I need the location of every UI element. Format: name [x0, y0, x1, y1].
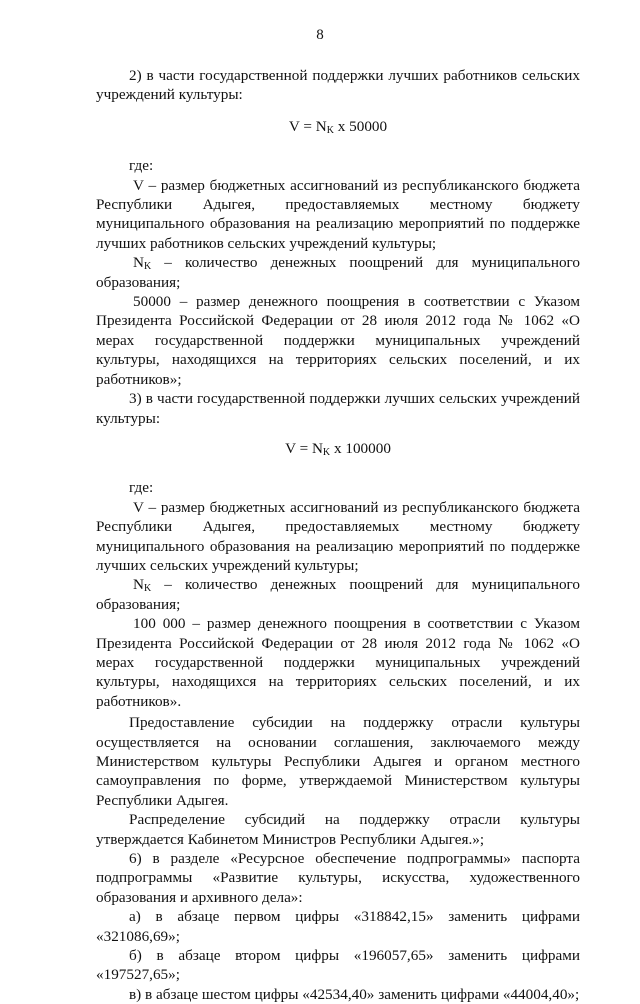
item3-nk-label: N [133, 576, 144, 594]
item3-intro: 3) в части государственной поддержки лучших сельских учреждений культуры: [96, 390, 580, 427]
document-body [96, 66, 580, 1004]
formula-item2 [96, 117, 580, 136]
page-number: 8 [316, 27, 324, 43]
formula-item3-v: V = N [285, 439, 323, 457]
item2-amount-definition: 50000 – размер денежного поощрения в соответствии с Указом Президента Российской Федерации от 28 июля 2012 года № 1062 «О мерах государственной поддержки муниципальных учреждений культуры, находящихся на территориях сельских поселений, и их работников»; [96, 293, 580, 388]
item2-where-label: где: [129, 157, 154, 175]
formula-item3-rest: x 100000 [330, 439, 391, 457]
formula-item3 [96, 439, 580, 458]
distribution-paragraph: Распределение субсидий на поддержку отрасли культуры утверждается Кабинетом Министров Республики Адыгея.»; [96, 811, 580, 848]
item2-nk-sub: K [143, 261, 152, 273]
item2-v-definition: V – размер бюджетных ассигнований из республиканского бюджета Республики Адыгея, предоставляемых местному бюджету муниципального образования на реализацию мероприятий по поддержке лучших работников сельских учреждений культуры; [96, 176, 580, 252]
subsidy-paragraph: Предоставление субсидии на поддержку отрасли культуры осуществляется на основании соглашения, заключаемого между Министерством культуры Республики Адыгея и органом местного самоуправления по форме, утверждаемой Министерством культуры Республики Адыгея. [96, 714, 580, 809]
sub-item-c: в) в абзаце шестом цифры «42534,40» заменить цифрами «44004,40»; [129, 985, 580, 1003]
item2-intro: 2) в части государственной поддержки лучших работников сельских учреждений культуры: [96, 67, 580, 104]
item3-nk-text: – количество денежных поощрений для муниципального образования; [96, 576, 580, 613]
formula-item2-v: V = N [288, 117, 327, 135]
sub-item-b: б) в абзаце втором цифры «196057,65» заменить цифрами «197527,65»; [96, 947, 580, 984]
item3-where-label: где: [129, 479, 154, 497]
formula-item2-sub: K [326, 124, 334, 136]
item3-nk-sub: K [143, 583, 152, 595]
item2-nk-definition [96, 253, 580, 292]
formula-item3-sub: K [322, 446, 331, 458]
item3-amount-definition: 100 000 – размер денежного поощрения в соответствии с Указом Президента Российской Федерации от 28 июля 2012 года № 1062 «О мерах государственной поддержки муниципальных учреждений культуры, находящихся на территориях сельских поселений, и их работников». [96, 615, 580, 710]
item3-v-definition: V – размер бюджетных ассигнований из республиканского бюджета Республики Адыгея, предоставляемых местному бюджету муниципального образования на реализацию мероприятий по поддержке лучших сельских учреждений культуры; [96, 498, 580, 574]
formula-item2-rest: x 50000 [333, 117, 388, 135]
item3-nk-definition [96, 575, 580, 614]
item2-nk-label: N [133, 254, 144, 272]
sub-item-a: а) в абзаце первом цифры «318842,15» заменить цифрами «321086,69»; [96, 908, 580, 945]
item2-nk-text: – количество денежных поощрений для муниципального образования; [96, 254, 580, 291]
section6-paragraph: 6) в разделе «Ресурсное обеспечение подпрограммы» паспорта подпрограммы «Развитие культуры, искусства, художественного образования и архивного дела»: [96, 850, 580, 906]
